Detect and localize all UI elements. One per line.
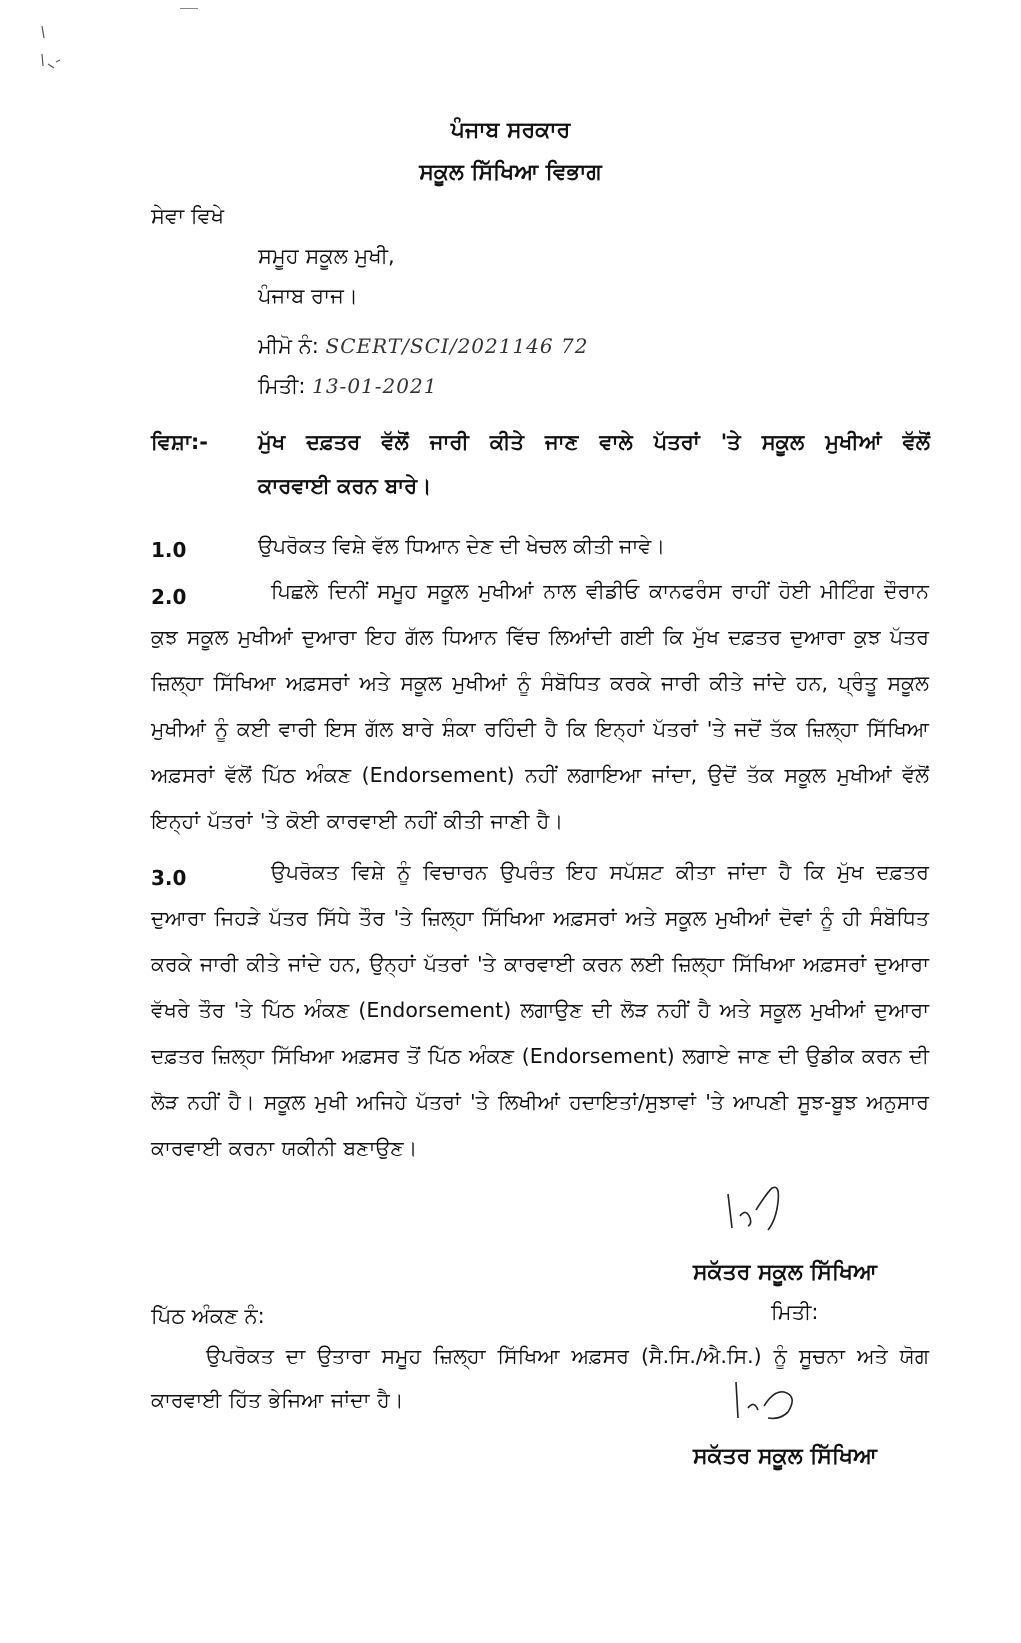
paragraph-2-text: ਪਿਛਲੇ ਦਿਨੀਂ ਸਮੂਹ ਸਕੂਲ ਮੁਖੀਆਂ ਨਾਲ ਵੀਡੀਓ ਕਾਨਫਰੰਸ ਰਾਹੀਂ ਹੋਈ ਮੀਟਿੰਗ ਦੌਰਾਨ ਕੁਝ ਸਕੂਲ ਮੁਖੀਆਂ ਦੁਆਰਾ ਇਹ ਗੱਲ ਧਿਆਨ ਵਿੱਚ ਲਿਆਂਦੀ ਗਈ ਕਿ ਮੁੱਖ ਦਫ਼ਤਰ ਦੁਆਰਾ ਕੁਝ ਪੱਤਰ ਜ਼ਿਲ੍ਹਾ ਸਿੱਖਿਆ ਅਫ਼ਸਰਾਂ ਅਤੇ ਸਕੂਲ ਮੁਖੀਆਂ ਨੂੰ ਸੰਬੋਧਿਤ ਕਰਕੇ ਜਾਰੀ ਕੀਤੇ ਜਾਂਦੇ ਹਨ, ਪ੍ਰੰਤੂ ਸਕੂਲ ਮੁਖੀਆਂ ਨੂੰ ਕਈ ਵਾਰੀ ਇਸ ਗੱਲ ਬਾਰੇ ਸ਼ੰਕਾ ਰਹਿੰਦੀ ਹੈ ਕਿ ਇਨ੍ਹਾਂ ਪੱਤਰਾਂ 'ਤੇ ਜਦੋਂ ਤੱਕ ਜ਼ਿਲ੍ਹਾ ਸਿੱਖਿਆ ਅਫ਼ਸਰਾਂ ਵੱਲੋਂ ਪਿੱਠ ਅੰਕਣ (Endorsement) ਨਹੀਂ ਲਗਾਇਆ ਜਾਂਦਾ, ਉਦੋਂ ਤੱਕ ਸਕੂਲ ਮੁਖੀਆਂ ਵੱਲੋਂ ਇਨ੍ਹਾਂ ਪੱਤਰਾਂ 'ਤੇ ਕੋਈ ਕਾਰਵਾਈ ਨਹੀਂ ਕੀਤੀ ਜਾਣੀ ਹੈ। <box>151 579 929 833</box>
memo-date-line <box>258 374 437 399</box>
scan-mark <box>180 8 198 9</box>
memo-label: ਮੀਮੋ ਨੰ: <box>258 334 319 358</box>
header-department: ਸਕੂਲ ਸਿੱਖਿਆ ਵਿਭਾਗ <box>419 160 602 185</box>
paragraph-3-number: 3.0 <box>151 866 187 890</box>
scan-artifact <box>36 24 66 72</box>
salutation: ਸੇਵਾ ਵਿਖੇ <box>151 204 225 228</box>
endorsement-number-label: ਪਿੱਠ ਅੰਕਣ ਨੰ: <box>151 1304 265 1328</box>
memo-line <box>258 334 588 359</box>
paragraph-2 <box>151 568 929 844</box>
subject-line-1: ਮੁੱਖ ਦਫ਼ਤਰ ਵੱਲੋਂ ਜਾਰੀ ਕੀਤੇ ਜਾਣ ਵਾਲੇ ਪੱਤਰਾਂ 'ਤੇ ਸਕੂਲ ਮੁਖੀਆਂ ਵੱਲੋਂ <box>258 430 930 454</box>
memo-date-label: ਮਿਤੀ: <box>258 374 306 398</box>
endorsement-date-label: ਮਿਤੀ: <box>771 1300 819 1324</box>
paragraph-1-number: 1.0 <box>151 538 187 562</box>
memo-date: 13-01-2021 <box>312 374 438 398</box>
endorsement-text: ਉਪਰੋਕਤ ਦਾ ਉਤਾਰਾ ਸਮੂਹ ਜ਼ਿਲ੍ਹਾ ਸਿੱਖਿਆ ਅਫ਼ਸਰ (ਸੈ.ਸਿ./ਐ.ਸਿ.) ਨੂੰ ਸੂਚਨਾ ਅਤੇ ਯੋਗ ਕਾਰਵਾਈ ਹਿੱਤ ਭੇਜਿਆ ਜਾਂਦਾ ਹੈ। <box>151 1344 929 1412</box>
paragraph-2-number: 2.0 <box>151 585 187 609</box>
endorsement-text-block <box>151 1334 929 1422</box>
endorsement-signatory-title: ਸਕੱਤਰ ਸਕੂਲ ਸਿੱਖਿਆ <box>693 1444 877 1469</box>
signatory-title: ਸਕੱਤਰ ਸਕੂਲ ਸਿੱਖਿਆ <box>693 1260 877 1285</box>
signature-2 <box>728 1376 808 1426</box>
subject-label: ਵਿਸ਼ਾ:- <box>151 430 209 454</box>
memo-number: SCERT/SCI/2021146 72 <box>325 334 589 358</box>
signature-1 <box>722 1180 792 1240</box>
paragraph-3 <box>151 849 929 1171</box>
subject-line-2: ਕਾਰਵਾਈ ਕਰਨ ਬਾਰੇ। <box>258 474 432 498</box>
header-government: ਪੰਜਾਬ ਸਰਕਾਰ <box>450 118 571 143</box>
paragraph-1-text: ਉਪਰੋਕਤ ਵਿਸ਼ੇ ਵੱਲ ਧਿਆਨ ਦੇਣ ਦੀ ਖੇਚਲ ਕੀਤੀ ਜਾਵੇ। <box>258 534 666 558</box>
paragraph-3-text: ਉਪਰੋਕਤ ਵਿਸ਼ੇ ਨੂੰ ਵਿਚਾਰਨ ਉਪਰੰਤ ਇਹ ਸਪੱਸ਼ਟ ਕੀਤਾ ਜਾਂਦਾ ਹੈ ਕਿ ਮੁੱਖ ਦਫ਼ਤਰ ਦੁਆਰਾ ਜਿਹੜੇ ਪੱਤਰ ਸਿੱਧੇ ਤੌਰ 'ਤੇ ਜ਼ਿਲ੍ਹਾ ਸਿੱਖਿਆ ਅਫ਼ਸਰਾਂ ਅਤੇ ਸਕੂਲ ਮੁਖੀਆਂ ਦੋਵਾਂ ਨੂੰ ਹੀ ਸੰਬੋਧਿਤ ਕਰਕੇ ਜਾਰੀ ਕੀਤੇ ਜਾਂਦੇ ਹਨ, ਉਨ੍ਹਾਂ ਪੱਤਰਾਂ 'ਤੇ ਕਾਰਵਾਈ ਕਰਨ ਲਈ ਜ਼ਿਲ੍ਹਾ ਸਿੱਖਿਆ ਅਫ਼ਸਰਾਂ ਦੁਆਰਾ ਵੱਖਰੇ ਤੌਰ 'ਤੇ ਪਿੱਠ ਅੰਕਣ (Endorsement) ਲਗਾਉਣ ਦੀ ਲੋੜ ਨਹੀਂ ਹੈ ਅਤੇ ਸਕੂਲ ਮੁਖੀਆਂ ਦੁਆਰਾ ਦਫ਼ਤਰ ਜ਼ਿਲ੍ਹਾ ਸਿੱਖਿਆ ਅਫ਼ਸਰ ਤੋਂ ਪਿੱਠ ਅੰਕਣ (Endorsement) ਲਗਾਏ ਜਾਣ ਦੀ ਉਡੀਕ ਕਰਨ ਦੀ ਲੋੜ ਨਹੀਂ ਹੈ। ਸਕੂਲ ਮੁਖੀ ਅਜਿਹੇ ਪੱਤਰਾਂ 'ਤੇ ਲਿਖੀਆਂ ਹਦਾਇਤਾਂ/ਸੁਝਾਵਾਂ 'ਤੇ ਆਪਣੀ ਸੂਝ-ਬੂਝ ਅਨੁਸਾਰ ਕਾਰਵਾਈ ਕਰਨਾ ਯਕੀਨੀ ਬਣਾਉਣ। <box>151 860 929 1160</box>
recipient-line-1: ਸਮੂਹ ਸਕੂਲ ਮੁਖੀ, <box>258 244 395 268</box>
recipient-line-2: ਪੰਜਾਬ ਰਾਜ। <box>258 284 358 308</box>
